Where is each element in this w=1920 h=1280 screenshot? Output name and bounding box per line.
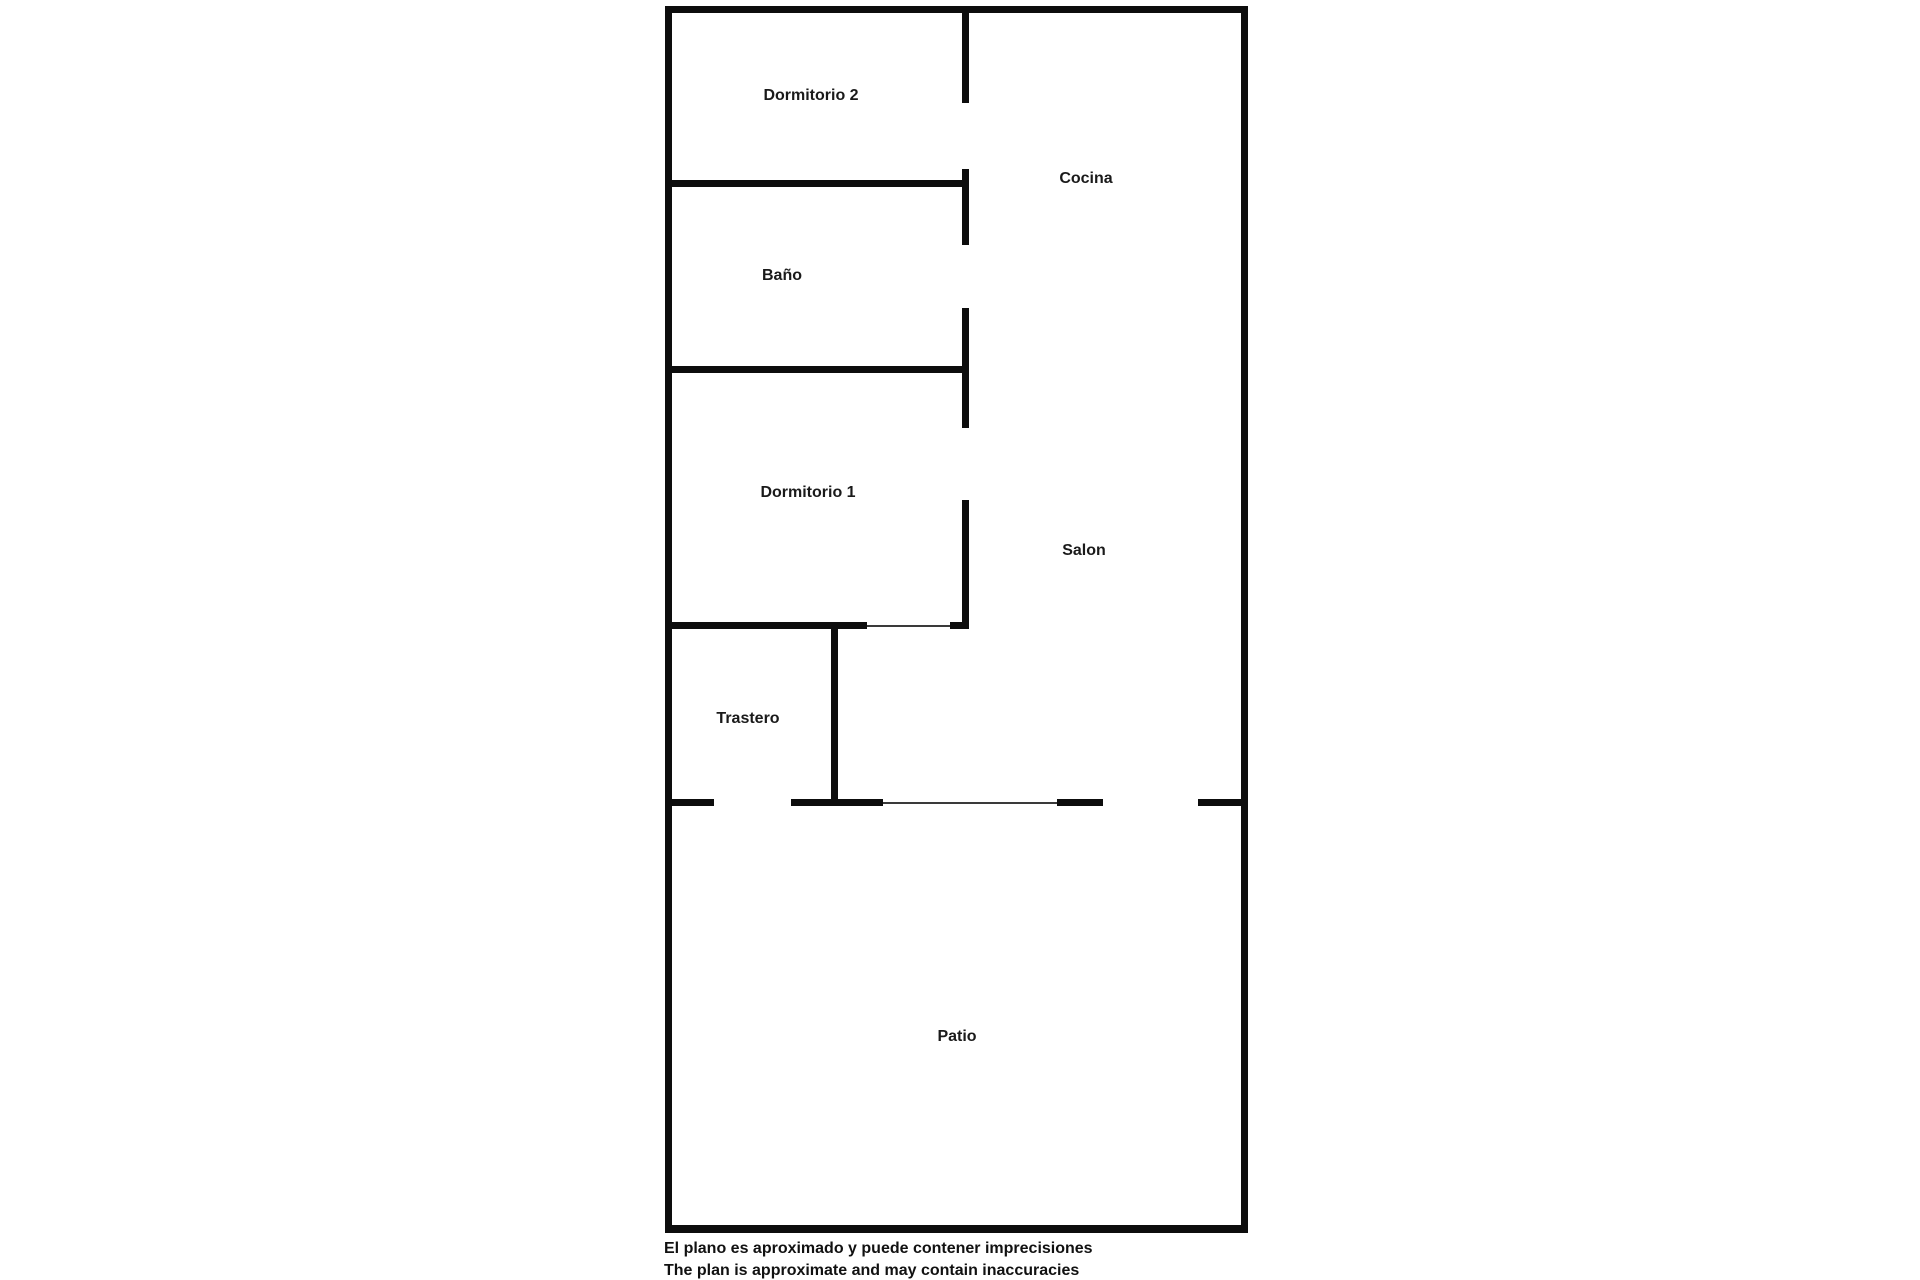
wall-patio-divider-seg-1 (665, 799, 714, 806)
disclaimer-line-spanish: El plano es aproximado y puede contener imprecisiones (664, 1240, 1093, 1257)
wall-dormitorio1-stub (950, 622, 969, 629)
outer-wall-right (1241, 6, 1248, 1233)
outer-wall-bottom (665, 1225, 1248, 1233)
room-label-salon: Salon (1062, 542, 1106, 559)
outer-wall-left (665, 6, 672, 1233)
wall-patio-divider-seg-4 (1198, 799, 1248, 806)
door-line-dormitorio1 (867, 625, 950, 627)
wall-dormitorio2-bano (665, 180, 969, 187)
room-label-trastero: Trastero (716, 710, 780, 727)
wall-patio-divider-seg-3 (1057, 799, 1103, 806)
wall-bano-dormitorio1 (665, 366, 969, 373)
disclaimer-text (664, 1238, 1093, 1280)
outer-wall-top (665, 6, 1248, 13)
divider-vertical-seg-4 (962, 500, 969, 629)
door-line-salon-patio (883, 802, 1057, 804)
wall-trastero-right (831, 622, 838, 806)
room-label-patio: Patio (937, 1028, 977, 1045)
room-label-dormitorio-1: Dormitorio 1 (760, 484, 856, 501)
room-label-baño: Baño (762, 267, 802, 284)
wall-patio-divider-seg-2 (791, 799, 883, 806)
room-label-cocina: Cocina (1059, 170, 1113, 187)
disclaimer-line-english: The plan is approximate and may contain inaccuracies (664, 1262, 1080, 1279)
room-label-dormitorio-2: Dormitorio 2 (763, 87, 859, 104)
divider-vertical-seg-1 (962, 6, 969, 103)
